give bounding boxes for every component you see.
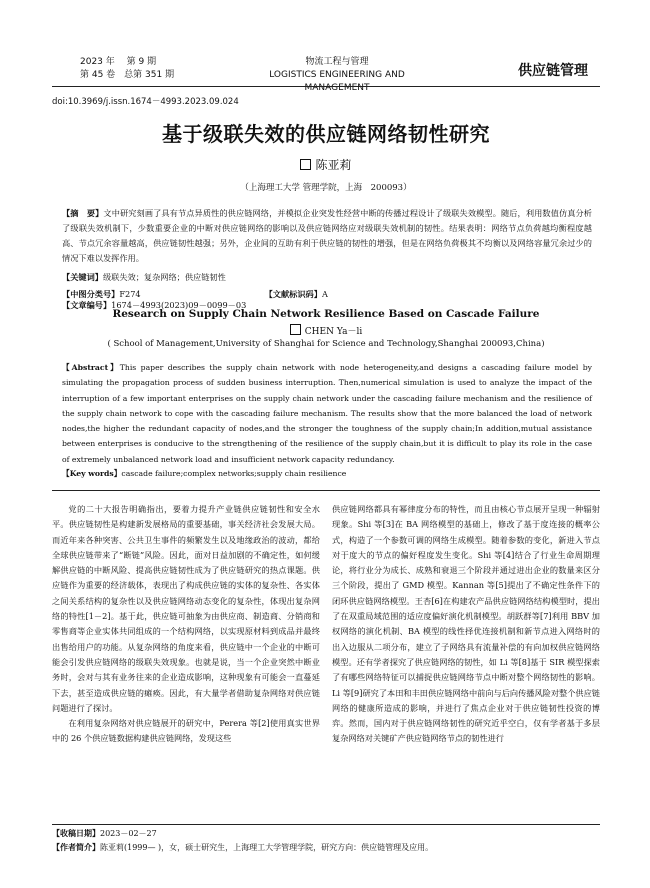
header-rule (52, 86, 600, 87)
square-icon (290, 324, 301, 335)
keywords-cn (62, 272, 592, 283)
english-author-name: CHEN Ya－li (304, 327, 363, 337)
keywords-en-text: cascade failure;complex networks;supply chain resilience (121, 469, 347, 478)
english-author (52, 324, 600, 337)
keywords-cn-label: 【关键词】 (62, 272, 103, 282)
abstract-cn-label: 【摘 要】 (62, 208, 104, 218)
affiliation: （上海理工大学 管理学院，上海 200093） (240, 183, 412, 193)
body-paragraph: 在利用复杂网络对供应链展开的研究中，Perera 等[2]使用真实世界中的 26 个供应链数据构建供应链网络，发现这些 (52, 718, 320, 744)
body-column-right (332, 502, 600, 747)
received-date (52, 828, 600, 839)
section-name: 供应链管理 (518, 63, 588, 79)
clc-label: 【中图分类号】 (62, 289, 120, 299)
bio-label: 【作者简介】 (52, 842, 100, 852)
abstract-en-text: This paper describes the supply chain network with node heterogeneity,and designs a cascading failure model by simulating the propagation process of sudden business interruption. Then,numerical simulation is used to analyze the impact of the interruption of a few important enterprises on the supply chain network under the cascading failure mechanism and the resilience of the supply chain network to cope with the cascading failure mechanism. The results show that the more balanced the load of network nodes,the higher the redundant capacity of nodes,and the stronger the toughness of the supply chain;In addition,mutual assistance between enterprises is conducive to the strengthening of the resilience of the supply chain,but it is difficult to play its role in the case of extremely unbalanced network load and insufficient network capacity redundancy. (62, 363, 593, 464)
paper-title: 基于级联失效的供应链网络韧性研究 (162, 122, 490, 146)
journal-name (242, 56, 432, 95)
issue-info (80, 56, 174, 82)
article-no-value: 1674－4993(2023)09－0099－03 (111, 300, 247, 310)
doi: doi:10.3969/j.issn.1674－4993.2023.09.024 (52, 97, 239, 107)
body-column-left (52, 502, 320, 747)
footnote-rule (52, 824, 600, 825)
abstract-en-label: 【Abstract】 (62, 363, 120, 372)
clc-value: F274 (119, 289, 141, 299)
bio-value: 陈亚莉(1999— )，女，硕士研究生，上海理工大学管理学院，研究方向：供应链管理及应用。 (100, 843, 434, 852)
body-paragraph: 党的二十大报告明确指出，要着力提升产业链供应链韧性和安全水平。供应链韧性是构建新发展格局的重要基础，事关经济社会发展大局。而近年来各种突害、公共卫生事件的频繁发生以及地缘政治的波动，都给全球供应链带来了“断链”风险。因此，面对日益加剧的不确定性，如何缓解供应链的中断风险、提高供应链韧性成为了供应链研究的热点课题。供应链作为重要的经济载体，表现出了构成供应链的实体的复杂性、各实体之间关系结构的复杂性以及供应链网络动态变化的复杂性，体现出复杂网络的特性[1－2]。基于此，供应链可抽象为由供应商、制造商、分销商和零售商等企业实体共同组成的一个结构网络，以实现原材料到成品并最终出售给用户的功能。从复杂网络的角度来看，供应链中一个企业的中断可能会引发供应链网络的级联失效现象。也就是说，当一个企业突然中断业务时，会对与其有业务往来的企业造成影响，这种现象有可能会一直蔓延下去，甚至造成供应链的瘫痪。因此，有大量学者借助复杂网络对供应链问题进行了探讨。 (52, 504, 320, 713)
journal-name-en: LOGISTICS ENGINEERING AND MANAGEMENT (269, 70, 405, 93)
keywords-cn-text: 级联失效；复杂网络；供应链韧性 (102, 272, 226, 282)
abstract-cn-text: 文中研究刻画了具有节点异质性的供应链网络，并模拟企业突发性经营中断的传播过程设计了级联失效模型。随后，利用数值仿真分析了级联失效机制下，少数重要企业的中断对供应链网络的影响以及供应链网络应对级联失效机制的韧性。结果表明：网络节点负荷越均衡程度越高、节点冗余容量越高，供应链韧性越强；另外，企业间的互助有利于供应链的韧性的增强，但是在网络负荷极其不均衡以及网络容量冗余过少的情况下难以发挥作用。 (62, 208, 592, 263)
received-label: 【收稿日期】 (52, 828, 100, 838)
english-title: Research on Supply Chain Network Resilience Based on Cascade Failure (112, 308, 540, 320)
square-icon (300, 159, 311, 170)
keywords-en-label: 【Key words】 (62, 469, 122, 478)
abstract-divider (52, 490, 600, 491)
article-no-label: 【文章编号】 (62, 300, 112, 310)
issue-line-2: 第 45 卷 总第 351 期 (80, 70, 175, 80)
journal-name-cn: 物流工程与管理 (305, 57, 369, 67)
doc-code-value: A (321, 289, 328, 299)
received-value: 2023－02－27 (100, 829, 157, 838)
author (52, 156, 600, 173)
author-name: 陈亚莉 (315, 158, 352, 172)
abstract-en (62, 360, 592, 467)
keywords-en (62, 468, 592, 479)
doc-code-label: 【文献标识码】 (264, 289, 322, 299)
english-affiliation: ( School of Management,University of Shanghai for Science and Technology,Shanghai 200093,China) (107, 339, 545, 349)
issue-line-1: 2023 年 第 9 期 (80, 57, 157, 67)
author-bio (52, 842, 600, 853)
body-paragraph: 供应链网络都具有幂律度分布的特性，而且由核心节点展开呈现一种辐射现象。Shi 等[3]在 BA 网络模型的基础上，修改了基于度连接的概率公式，构造了一个参数可调的网络生成模型。随着参数的变化，新进入节点对于度大的节点的偏好程度发生变化。Shi 等[4]结合了行业生命周期理论，将行业分为成长、成熟和衰退三个阶段并通过进出企业的数量来区分三个阶段，提出了 GMD 模型。Kannan 等[5]提出了不确定性条件下的闭环供应链网络模型。王杏[6]在构建农产品供应链网络结构模型时，提出了在双重局域范围的适应度偏好演化机制模型。胡跃群等[7]利用 BBV 加权网络的演化机制、BA 模型的线性择优连接机制和新节点进入网络时的出入边服从二项分布，建立了子网络具有流量补偿的有向加权供应链网络模型。还有学者探究了供应链网络的韧性，如 Li 等[8]基于 SIR 模型探索了有哪些网络特征可以捕捉供应链网络节点中断对整个网络韧性的影响。Li 等[9]研究了本田和丰田供应链网络中前向与后向传播风险对整个供应链网络的健康所造成的影响，并进行了焦点企业对于供应链韧性投资的博弈。然而，国内对于供应链网络韧性的研究近乎空白，仅有学者基于多层复杂网络对关键矿产供应链网络节点的韧性进行 (332, 504, 600, 744)
abstract-cn (62, 206, 592, 266)
journal-header (52, 56, 600, 93)
